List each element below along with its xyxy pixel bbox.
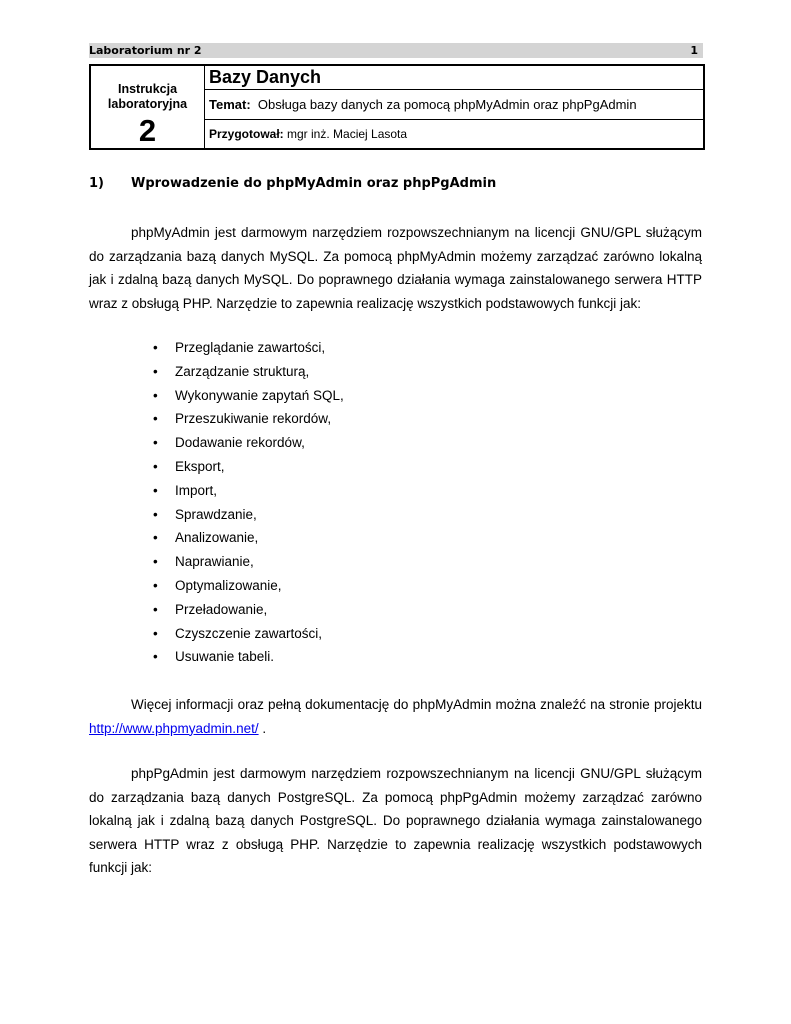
list-item-text: Przeszukiwanie rekordów, [175, 411, 332, 427]
section-number: 1) [89, 176, 104, 191]
header-lab-title: Laboratorium nr 2 [89, 44, 202, 57]
feature-list [150, 336, 344, 669]
list-item-text: Czyszczenie zawartości, [175, 625, 323, 641]
bullet-icon: • [153, 649, 158, 665]
list-item [150, 526, 344, 550]
bullet-icon: • [153, 482, 158, 498]
author-row [205, 120, 703, 148]
list-item [150, 622, 344, 646]
list-item-text: Import, [175, 482, 218, 498]
instruction-label-line1: Instrukcja [117, 82, 178, 96]
instruction-number: 2 [138, 113, 157, 148]
author-value: mgr inż. Maciej Lasota [287, 127, 408, 141]
list-item [150, 431, 344, 455]
list-item [150, 550, 344, 574]
list-item-text: Przeładowanie, [175, 601, 268, 617]
list-item [150, 407, 344, 431]
bullet-icon: • [153, 577, 158, 593]
list-item-text: Przeglądanie zawartości, [175, 340, 326, 355]
more-info-text: Więcej informacji oraz pełną dokumentację do phpMyAdmin można znaleźć na stronie projektu [131, 697, 702, 712]
list-item-text: Optymalizowanie, [175, 577, 282, 593]
bullet-icon: • [153, 363, 158, 379]
list-item-text: Naprawianie, [175, 554, 254, 570]
bullet-icon: • [153, 506, 158, 522]
topic-value: Obsługa bazy danych za pomocą phpMyAdmin oraz phpPgAdmin [257, 97, 637, 112]
list-item-text: Sprawdzanie, [175, 506, 257, 522]
page-number: 1 [690, 44, 698, 57]
bullet-icon: • [153, 340, 158, 355]
list-item-text: Usuwanie tabeli. [175, 649, 275, 665]
list-item-text: Analizowanie, [175, 530, 259, 546]
instruction-label-cell [91, 66, 205, 148]
list-item [150, 479, 344, 503]
bullet-icon: • [153, 625, 158, 641]
list-item-text: Dodawanie rekordów, [175, 435, 305, 451]
list-item [150, 503, 344, 527]
paragraph-phpmyadmin-intro: phpMyAdmin jest darmowym narzędziem rozpowszechnianym na licencji GNU/GPL służącym do zarządzania bazą danych MySQL. Za pomocą phpMyAdmin możemy zarządzać zarówno lokalną jak i zdalną bazą danych MySQL. Do poprawnego działania wymaga zainstalowanego serwera HTTP wraz z obsługą PHP. Narzędzie to zapewnia realizację wszystkich podstawowych funkcji jak: [89, 225, 702, 311]
author-label: Przygotował: [209, 127, 284, 141]
list-item [150, 384, 344, 408]
list-item-text: Zarządzanie strukturą, [175, 363, 310, 379]
bullet-icon: • [153, 601, 158, 617]
bullet-icon: • [153, 554, 158, 570]
bullet-icon: • [153, 387, 158, 403]
list-item-text: Wykonywanie zapytań SQL, [175, 387, 344, 403]
list-item [150, 336, 344, 360]
bullet-icon: • [153, 530, 158, 546]
bullet-icon: • [153, 435, 158, 451]
bullet-icon: • [153, 411, 158, 427]
list-item [150, 360, 344, 384]
paragraph-more-info [89, 693, 702, 740]
list-item [150, 455, 344, 479]
more-info-suffix: . [258, 720, 267, 736]
info-box [89, 64, 705, 150]
paragraph-phppgadmin-intro: phpPgAdmin jest darmowym narzędziem rozpowszechnianym na licencji GNU/GPL służącym do zarządzania bazą danych PostgreSQL. Za pomocą phpPgAdmin możemy zarządzać zarówno lokalną jak i zdalną bazą danych PostgreSQL. Do poprawnego działania wymaga zainstalowanego serwera HTTP wraz z obsługą PHP. Narzędzie to zapewnia realizację wszystkich podstawowych funkcji jak: [89, 766, 702, 875]
instruction-label-line2: laboratoryjna [107, 97, 188, 111]
list-item [150, 574, 344, 598]
list-item-text: Eksport, [175, 458, 225, 474]
page-header [89, 43, 703, 58]
bullet-icon: • [153, 458, 158, 474]
list-item [150, 598, 344, 622]
course-title: Bazy Danych [205, 66, 703, 90]
section-title: Wprowadzenie do phpMyAdmin oraz phpPgAdmin [131, 176, 497, 191]
topic-row [205, 90, 703, 120]
topic-label: Temat: [209, 97, 251, 112]
list-item [150, 645, 344, 669]
phpmyadmin-link[interactable]: http://www.phpmyadmin.net/ [89, 720, 259, 736]
